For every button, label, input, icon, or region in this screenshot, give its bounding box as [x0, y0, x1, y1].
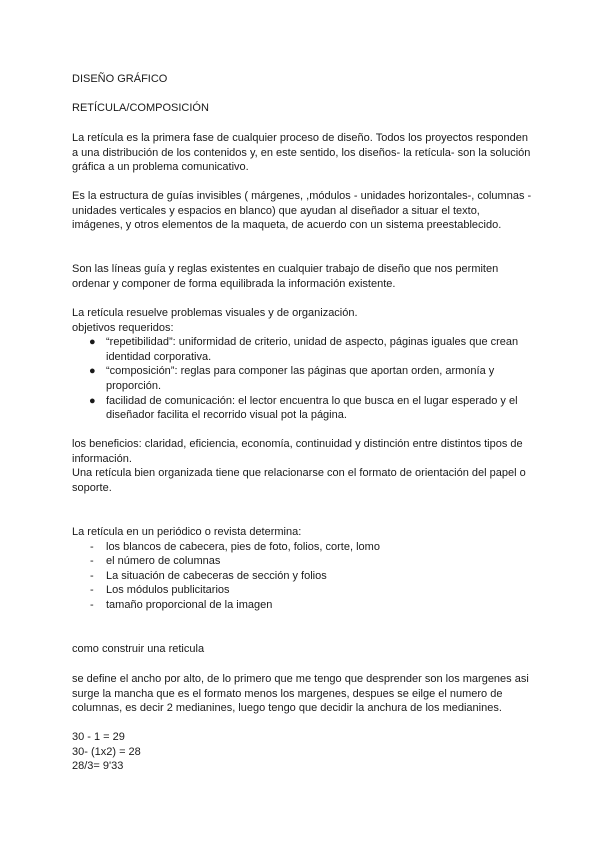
objectives-block	[72, 306, 532, 423]
paragraph-how-to: como construir una reticula	[72, 643, 205, 655]
paragraph-determines: La retícula en un periódico o revista determina:	[72, 526, 302, 538]
dash-icon: -	[90, 569, 94, 582]
section-heading: RETÍCULA/COMPOSICIÓN	[72, 102, 209, 114]
document-title: DISEÑO GRÁFICO	[72, 73, 168, 85]
dash-icon: -	[90, 540, 94, 553]
calc-line: 30- (1x2) = 28	[72, 745, 141, 758]
paragraph-resolves: La retícula resuelve problemas visuales y de organización.	[72, 307, 358, 319]
list-item: - los blancos de cabecera, pies de foto, folios, corte, lomo	[90, 540, 380, 553]
paragraph-structure: Es la estructura de guías invisibles ( márgenes, ,módulos - unidades horizontales-, columnas - unidades verticales y espacios en blanco) que ayudan al diseñador a situar el texto, imágenes, y otros elementos de la maqueta, de acuerdo con un sistema preestablecido.	[72, 190, 532, 232]
calc-line: 30 - 1 = 29	[72, 731, 125, 743]
list-item: - La situación de cabeceras de sección y folios	[90, 569, 327, 582]
list-item: - el número de columnas	[90, 555, 221, 568]
objectives-list	[72, 335, 532, 423]
calc-line: 28/3= 9'33	[72, 760, 124, 773]
determines-block	[72, 525, 532, 613]
list-item: - tamaño proporcional de la imagen	[90, 598, 273, 611]
paragraph-method: se define el ancho por alto, de lo primero que me tengo que desprender son los margenes asi surge la mancha que es el formato menos los margenes, despues se eilge el numero de columnas, es decir 2 medianines, luego tengo que decidir la anchura de los medianines.	[72, 673, 529, 715]
bullet-icon: ●	[89, 365, 96, 378]
list-item: ● “composición”: reglas para componer las páginas que aportan orden, armonía y proporción.	[89, 365, 495, 392]
paragraph-benefits: los beneficios: claridad, eficiencia, economía, continuidad y distinción entre distintos tipos de información.	[72, 438, 523, 465]
bullet-icon: ●	[89, 394, 96, 407]
dash-icon: -	[90, 598, 94, 611]
calculations-block	[72, 730, 532, 774]
dash-icon: -	[90, 555, 94, 568]
dash-icon: -	[90, 584, 94, 597]
benefits-block	[72, 437, 532, 495]
paragraph-intro: La retícula es la primera fase de cualquier proceso de diseño. Todos los proyectos responden a una distribución de los contenidos y, en este sentido, los diseños- la retícula- son la solución gráfica a un problema comunicativo.	[72, 132, 531, 174]
list-item: ● “repetibilidad”: uniformidad de criterio, unidad de aspecto, páginas iguales que crean identidad corporativa.	[89, 336, 519, 363]
paragraph-guides: Son las líneas guía y reglas existentes en cualquier trabajo de diseño que nos permiten ordenar y componer de forma equilibrada la información existente.	[72, 263, 499, 290]
bullet-icon: ●	[89, 336, 96, 349]
list-item: ● facilidad de comunicación: el lector encuentra lo que busca en el lugar esperado y el diseñador facilita el recorrido visual pot la página.	[89, 394, 518, 422]
determines-list	[72, 540, 532, 613]
list-item: - Los módulos publicitarios	[90, 584, 230, 597]
objectives-label: objetivos requeridos:	[72, 321, 174, 334]
paragraph-format: Una retícula bien organizada tiene que relacionarse con el formato de orientación del papel o soporte.	[72, 467, 526, 494]
